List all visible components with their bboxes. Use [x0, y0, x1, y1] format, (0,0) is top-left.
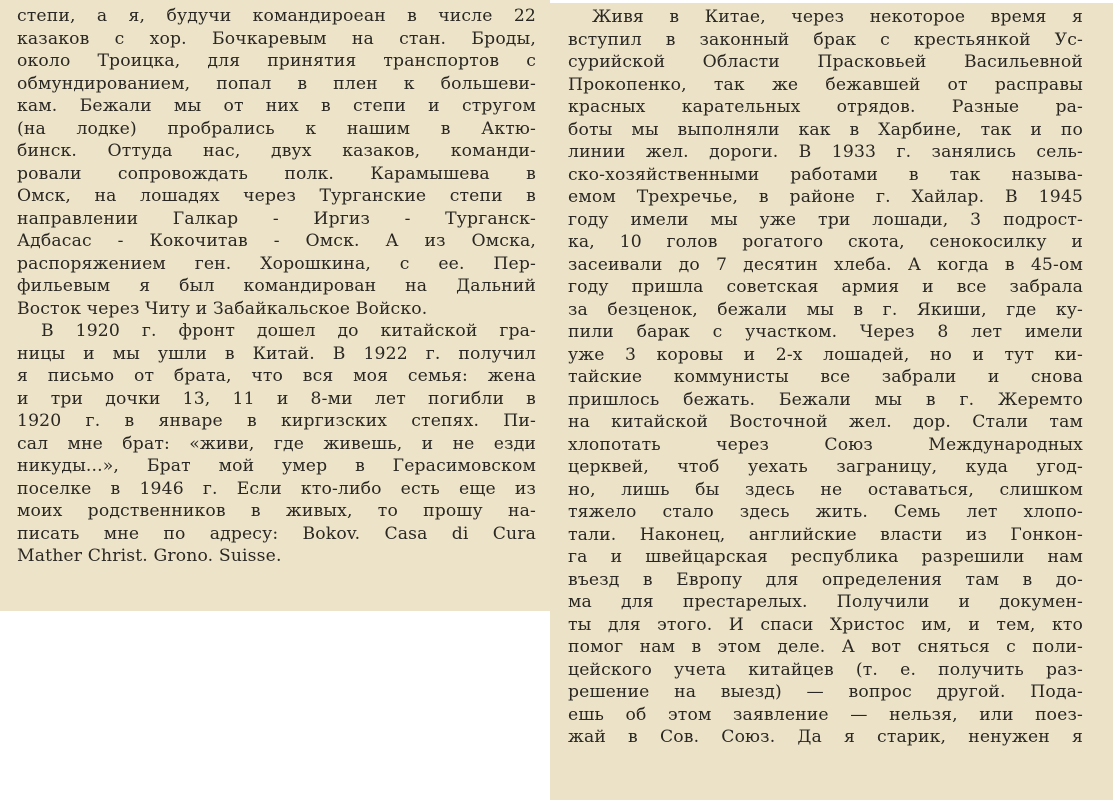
- text-line: боты мы выполняли как в Харбине, так и по: [568, 119, 1083, 140]
- text-line: хлопотать через Союз Международных: [568, 434, 1083, 455]
- text-line: Омск, на лошадях через Турганские степи в: [17, 186, 536, 206]
- text-line: ешь об этом заявление — нельзя, или поез-: [568, 704, 1083, 725]
- text-line: пили барак с участком. Через 8 лет имели: [568, 322, 1083, 342]
- text-line: Адбасас - Кокочитав - Омск. А из Омска,: [17, 231, 536, 251]
- text-line: красных карательных отрядов. Разные ра-: [568, 97, 1083, 117]
- text-line: на китайской Восточной жел. дор. Стали там: [568, 412, 1083, 432]
- text-line: емом Трехречье, в районе г. Хайлар. В 1945: [568, 187, 1083, 207]
- text-line: обмундированием, попал в плен к большеви-: [17, 73, 536, 94]
- text-line: распоряжением ген. Хорошкина, с ее. Пер-: [17, 253, 536, 274]
- text-line: церквей, чтоб уехать заграницу, куда угод-: [568, 457, 1083, 477]
- text-line: тайские коммунисты все забрали и снова: [568, 367, 1083, 387]
- text-line: писать мне по адресу: Bokov. Casa di Cura: [17, 523, 536, 544]
- text-line: поселке в 1946 г. Если кто-либо есть еще из: [17, 478, 536, 499]
- text-line: 1920 г. в январе в киргизских степях. Пи-: [17, 411, 536, 431]
- text-line: линии жел. дороги. В 1933 г. занялись сель-: [568, 142, 1083, 162]
- text-line: казаков с хор. Бочкаревым на стан. Броды,: [17, 28, 536, 49]
- text-line: кам. Бежали мы от них в степи и стругом: [17, 96, 536, 116]
- text-line: ско-хозяйственными работами в так называ-: [568, 164, 1083, 185]
- text-line: жай в Сов. Союз. Да я старик, ненужен я: [568, 727, 1083, 747]
- left-text-column: [0, 0, 550, 611]
- text-line: помог нам в этом деле. А вот сняться с поли-: [568, 637, 1083, 657]
- text-line: ма для престарелых. Получили и докумен-: [568, 592, 1083, 612]
- text-line: въезд в Европу для определения там в до-: [568, 569, 1083, 590]
- text-line: га и швейцарская республика разрешили нам: [568, 547, 1083, 567]
- text-line: и три дочки 13, 11 и 8-ми лет погибли в: [17, 388, 536, 409]
- paragraph-start-line: В 1920 г. фронт дошел до китайской гра-: [41, 321, 536, 341]
- text-line: сурийской Области Прасковьей Васильевной: [568, 52, 1083, 72]
- text-line: ницы и мы ушли в Китай. В 1922 г. получил: [17, 343, 536, 364]
- text-line: засеивали до 7 десятин хлеба. А когда в 45-ом: [568, 254, 1083, 275]
- text-line: ка, 10 голов рогатого скота, сенокосилку и: [568, 232, 1083, 252]
- right-text-column: [550, 3, 1113, 800]
- text-line: году имели мы уже три лошади, 3 подрост-: [568, 209, 1083, 230]
- text-line: Прокопенко, так же бежавшей от расправы: [568, 74, 1083, 95]
- text-line: сал мне брат: «живи, где живешь, и не езди: [17, 433, 536, 454]
- text-line: тяжело стало здесь жить. Семь лет хлопо-: [568, 502, 1083, 522]
- text-line: ровали сопровождать полк. Карамышева в: [17, 163, 536, 184]
- text-line: вступил в законный брак с крестьянкой Ус-: [568, 29, 1083, 50]
- text-line: я письмо от брата, что вся моя семья: жена: [17, 366, 536, 386]
- text-line: за безценок, бежали мы в г. Якиши, где ку-: [568, 299, 1083, 320]
- text-line: цейского учета китайцев (т. е. получить раз-: [568, 659, 1083, 680]
- text-line: но, лишь бы здесь не оставаться, слишком: [568, 479, 1083, 500]
- text-line: ты для этого. И спаси Христос им, и тем, кто: [568, 614, 1083, 635]
- text-line: уже 3 коровы и 2-х лошадей, но и тут ки-: [568, 344, 1083, 365]
- text-line: моих родственников в живых, то прошу на-: [17, 501, 536, 521]
- text-line: фильевым я был командирован на Дальний: [17, 276, 536, 296]
- text-line: степи, а я, будучи командироеан в числе 22: [17, 6, 536, 26]
- text-line: тали. Наконец, английские власти из Гонкон-: [568, 524, 1083, 545]
- text-line: никуды...», Брат мой умер в Герасимовском: [17, 456, 536, 476]
- text-line: (на лодке) пробрались к нашим в Актю-: [17, 118, 536, 139]
- text-line: Восток через Читу и Забайкальское Войско.: [17, 298, 428, 319]
- text-line: направлении Галкар - Иргиз - Турганск-: [17, 208, 536, 229]
- text-line: пришлось бежать. Бежали мы в г. Жеремто: [568, 389, 1083, 410]
- address-line: Mather Christ. Grono. Suisse.: [17, 546, 282, 566]
- paragraph-start-line: Живя в Китае, через некоторое время я: [592, 7, 1083, 27]
- text-line: бинск. Оттуда нас, двух казаков, команди-: [17, 141, 536, 161]
- text-line: решение на выезд) — вопрос другой. Пода-: [568, 682, 1083, 702]
- text-line: около Троицка, для принятия транспортов с: [17, 51, 536, 71]
- text-line: году пришла советская армия и все забрала: [568, 277, 1083, 297]
